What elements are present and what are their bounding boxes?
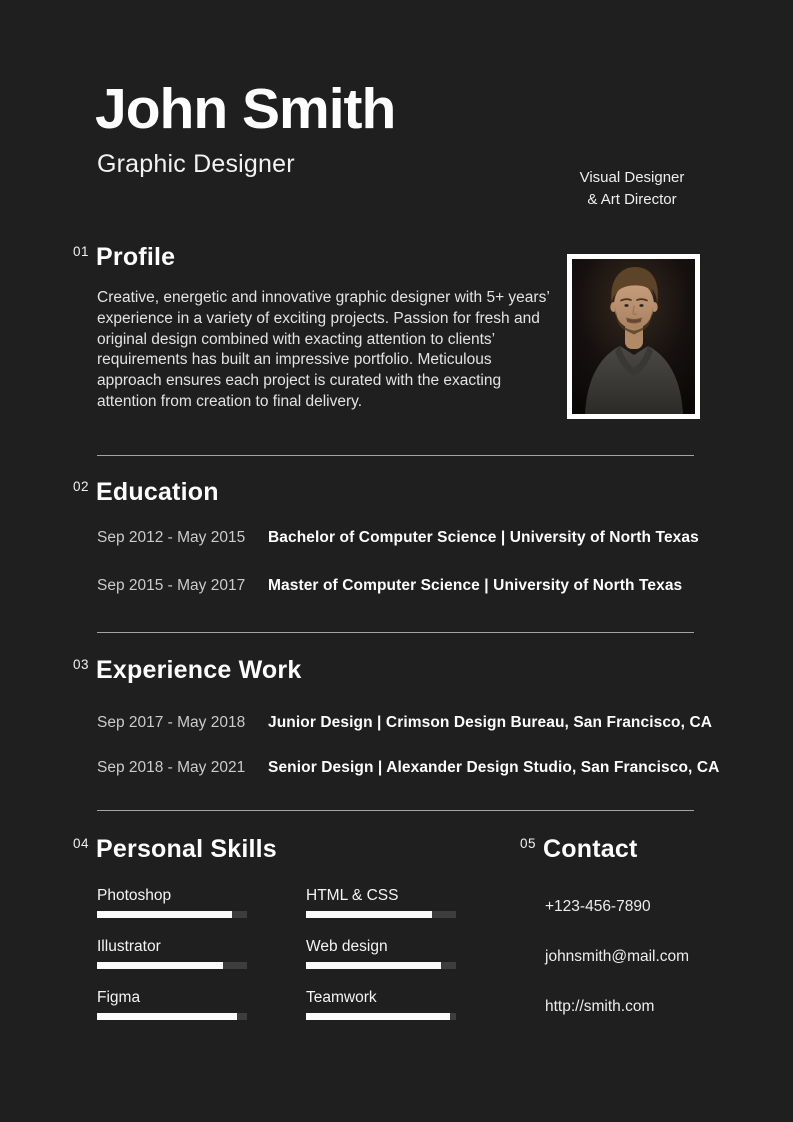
skill-bar-fill (97, 911, 232, 918)
skill-label: Photoshop (97, 887, 172, 904)
profile-title: Profile (96, 243, 176, 271)
education-section-heading (73, 477, 219, 507)
skill-bar-track (97, 911, 247, 918)
skill-item (306, 988, 456, 1020)
profile-section-heading (73, 242, 175, 272)
skill-label: Web design (306, 938, 388, 955)
contact-title: Contact (543, 835, 638, 863)
contact-section-heading (520, 834, 638, 864)
tagline-line-1: Visual Designer (579, 169, 685, 186)
experience-title: Experience Work (96, 656, 302, 684)
contact-website: http://smith.com (545, 998, 655, 1015)
education-title: Education (96, 478, 219, 506)
skill-label: Illustrator (97, 938, 161, 955)
contact-email: johnsmith@mail.com (545, 948, 690, 965)
education-detail: Bachelor of Computer Science | University of North Texas (268, 529, 699, 546)
skill-bar-fill (306, 962, 441, 969)
skill-bar-track (97, 1013, 247, 1020)
education-detail: Master of Computer Science | University of North Texas (268, 577, 683, 594)
profile-section-number: 01 (73, 244, 90, 259)
experience-row (97, 713, 737, 733)
section-divider (97, 455, 694, 456)
skill-label: Teamwork (306, 989, 377, 1006)
section-divider (97, 810, 694, 811)
section-divider (97, 632, 694, 633)
experience-section-heading (73, 655, 301, 685)
skill-bar-track (97, 962, 247, 969)
contact-phone: +123-456-7890 (545, 898, 651, 915)
skills-title: Personal Skills (96, 835, 277, 863)
education-row (97, 528, 737, 548)
skill-item (306, 937, 456, 969)
skill-bar-track (306, 1013, 456, 1020)
skill-bar-fill (97, 962, 223, 969)
education-section-number: 02 (73, 479, 90, 494)
skill-label: HTML & CSS (306, 887, 399, 904)
name-heading: John Smith (95, 77, 396, 141)
skill-bar-fill (306, 911, 432, 918)
skill-bar-fill (306, 1013, 450, 1020)
experience-section-number: 03 (73, 657, 90, 672)
skill-item (97, 988, 247, 1020)
skill-item (97, 886, 247, 918)
skill-bar-track (306, 962, 456, 969)
photo-frame (567, 254, 700, 419)
experience-dates: Sep 2018 - May 2021 (97, 759, 246, 776)
experience-row (97, 758, 737, 778)
skills-section-number: 04 (73, 836, 90, 851)
education-dates: Sep 2012 - May 2015 (97, 529, 246, 546)
tagline (562, 167, 702, 210)
tagline-line-2: & Art Director (587, 190, 677, 208)
contact-section-number: 05 (520, 836, 537, 851)
skills-section-heading (73, 834, 277, 864)
education-dates: Sep 2015 - May 2017 (97, 577, 246, 594)
experience-dates: Sep 2017 - May 2018 (97, 714, 246, 731)
experience-detail: Senior Design | Alexander Design Studio, San Francisco, CA (268, 759, 720, 776)
skill-item (97, 937, 247, 969)
experience-detail: Junior Design | Crimson Design Bureau, San Francisco, CA (268, 714, 713, 731)
education-row (97, 576, 737, 596)
profile-text: Creative, energetic and innovative graphic designer with 5+ years’ experience in a variety of exciting projects. Passion for fresh and original design combined with exacting attention to clients’ requirements has built an impressive portfolio. Meticulous approach ensures each project is curated with the exacting attention from creation to final delivery. (97, 289, 550, 410)
skill-label: Figma (97, 989, 141, 1006)
skill-bar-track (306, 911, 456, 918)
skill-item (306, 886, 456, 918)
skill-bar-fill (97, 1013, 237, 1020)
portrait-photo (572, 259, 695, 414)
job-title: Graphic Designer (97, 150, 295, 178)
